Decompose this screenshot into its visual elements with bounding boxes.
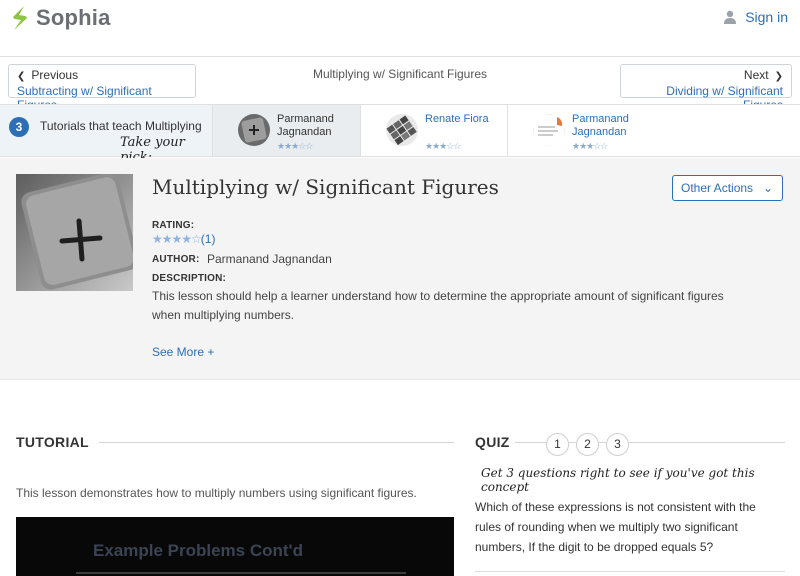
next-title: Dividing w/ Significant bbox=[666, 84, 783, 98]
video-frame-divider bbox=[76, 572, 406, 574]
quiz-subtitle: Get 3 questions right to see if you've got this concept bbox=[481, 466, 755, 494]
other-actions-label: Other Actions bbox=[681, 181, 754, 195]
quiz-step-2[interactable]: 2 bbox=[576, 433, 599, 456]
description-label: DESCRIPTION: bbox=[152, 273, 227, 284]
quiz-step-1[interactable]: 1 bbox=[546, 433, 569, 456]
take-your-pick-label: Take your bbox=[120, 135, 185, 150]
pick-author-line2: Jagnandan bbox=[572, 126, 627, 138]
top-bar bbox=[0, 0, 800, 40]
pick-author-line1: Parmanand bbox=[572, 113, 629, 125]
other-actions-dropdown[interactable] bbox=[672, 175, 783, 201]
rating-count: (1) bbox=[200, 232, 216, 246]
sign-in-label: Sign in bbox=[745, 9, 788, 25]
header-divider bbox=[0, 56, 800, 57]
tutorial-video-player[interactable] bbox=[16, 517, 454, 576]
tutorial-title: Multiplying w/ Significant Figures bbox=[152, 175, 499, 199]
sophia-logo[interactable] bbox=[9, 4, 111, 32]
tutorial-thumbnail bbox=[386, 114, 418, 146]
rating-row[interactable] bbox=[152, 232, 215, 246]
video-frame-caption: Example Problems Cont'd bbox=[93, 541, 303, 560]
chevron-right-icon: ❯ bbox=[774, 71, 783, 82]
pick-rating-stars: ★★★☆☆ bbox=[572, 141, 608, 151]
tutorial-picker-label bbox=[0, 105, 212, 156]
tutorial-heading-rule bbox=[99, 442, 454, 443]
quiz-heading: QUIZ bbox=[475, 434, 510, 450]
chevron-left-icon: ❮ bbox=[17, 71, 26, 82]
sophia-logo-icon bbox=[9, 4, 31, 32]
tutorial-pick-item[interactable] bbox=[360, 105, 507, 156]
sign-in-link[interactable] bbox=[724, 9, 788, 25]
rating-stars: ★★★★☆ bbox=[152, 232, 201, 246]
previous-label: Previous bbox=[31, 68, 79, 82]
see-more-link[interactable]: See More + bbox=[152, 345, 215, 359]
pick-author-line1: Parmanand bbox=[277, 113, 334, 125]
tutorial-detail-panel bbox=[0, 158, 800, 380]
pick-rating-stars: ★★★☆☆ bbox=[277, 141, 313, 151]
pick-author-line2: Jagnandan bbox=[277, 126, 332, 138]
pick-author-line1: Renate Fiora bbox=[425, 113, 489, 125]
next-tutorial-button[interactable] bbox=[620, 64, 792, 98]
quiz-divider bbox=[475, 571, 785, 572]
quiz-question: Which of these expressions is not consistent with the rules of rounding when we multiply two significant numbers, If the digit to be dropped equals 5? bbox=[475, 500, 756, 554]
tutorial-picker-strip bbox=[0, 104, 800, 157]
description-text: This lesson should help a learner understand how to determine the appropriate amount of significant figures when multiplying numbers. bbox=[152, 289, 724, 322]
tutorial-count-badge: 3 bbox=[9, 117, 29, 137]
tutorials-label: Tutorials that teach Multiplying bbox=[40, 119, 202, 133]
author-name: Parmanand Jagnandan bbox=[207, 252, 332, 266]
quiz-step-3[interactable]: 3 bbox=[606, 433, 629, 456]
tutorial-thumbnail bbox=[533, 114, 565, 146]
tutorial-main-thumbnail bbox=[16, 174, 133, 291]
tutorial-thumbnail bbox=[238, 114, 270, 146]
tutorial-intro: This lesson demonstrates how to multiply numbers using significant figures. bbox=[16, 486, 417, 500]
author-label: AUTHOR: bbox=[152, 254, 200, 265]
tutorial-heading: TUTORIAL bbox=[16, 434, 89, 450]
brand-name: Sophia bbox=[36, 5, 111, 30]
next-label: Next bbox=[743, 68, 769, 82]
chevron-down-icon: ⌄ bbox=[762, 181, 773, 195]
rating-label: RATING: bbox=[152, 220, 195, 231]
user-icon bbox=[724, 10, 736, 24]
tutorial-pick-item[interactable] bbox=[507, 105, 655, 156]
previous-title: Subtracting w/ Significant bbox=[17, 84, 152, 98]
current-tutorial-title: Multiplying w/ Significant Figures bbox=[312, 67, 488, 81]
tutorial-pick-item[interactable] bbox=[212, 105, 360, 156]
pick-rating-stars: ★★★☆☆ bbox=[425, 141, 461, 151]
